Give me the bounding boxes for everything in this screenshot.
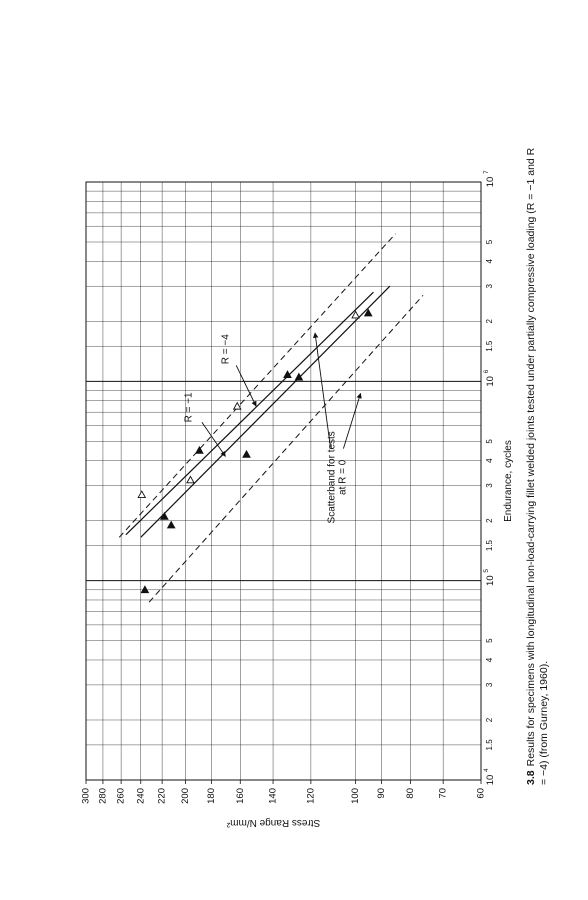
data-point-r-minus-1 bbox=[168, 522, 175, 528]
endurance-decade-label bbox=[483, 569, 496, 586]
endurance-minor-label: 1.5 bbox=[485, 739, 494, 751]
stress-tick-label: 70 bbox=[437, 788, 449, 799]
grid bbox=[86, 182, 481, 784]
figure-caption bbox=[525, 145, 551, 785]
endurance-minor-label: 2 bbox=[485, 717, 494, 723]
plot-frame bbox=[86, 182, 481, 780]
stress-tick-label: 120 bbox=[305, 788, 317, 804]
annotations bbox=[184, 333, 361, 524]
data-point-r-minus-4 bbox=[138, 491, 145, 497]
endurance-minor-label: 2 bbox=[485, 518, 494, 523]
label-scatterband-line: at R = 0 bbox=[337, 459, 349, 495]
endurance-minor-label: 5 bbox=[485, 239, 494, 245]
endurance-minor-label: 1.5 bbox=[485, 340, 494, 352]
x-axis-title: Endurance, cycles bbox=[503, 440, 514, 522]
stress-tick-label: 220 bbox=[156, 788, 168, 804]
stress-tick-label: 160 bbox=[234, 788, 246, 804]
endurance-decade-label bbox=[483, 170, 496, 187]
label-r-minus-4-text: R = −4 bbox=[220, 334, 232, 365]
stress-tick-label: 200 bbox=[180, 788, 192, 804]
endurance-minor-label: 1.5 bbox=[485, 540, 494, 552]
stress-tick-label: 100 bbox=[350, 788, 362, 804]
endurance-minor-label: 3 bbox=[485, 483, 494, 488]
stress-tick-label: 280 bbox=[97, 788, 109, 804]
data-point-r-minus-1 bbox=[141, 586, 148, 592]
label-scatterband-arrow bbox=[343, 393, 360, 448]
stress-tick-label: 80 bbox=[404, 788, 416, 799]
stress-tick-label: 240 bbox=[135, 788, 147, 804]
endurance-decade-base: 10 bbox=[485, 176, 496, 188]
endurance-decade-base: 10 bbox=[485, 376, 496, 387]
endurance-minor-label: 3 bbox=[485, 284, 494, 289]
label-r-minus-4-arrow bbox=[236, 365, 256, 406]
label-r-minus-1-arrow bbox=[202, 422, 225, 456]
endurance-minor-label: 3 bbox=[485, 682, 494, 688]
fit-lines bbox=[119, 234, 423, 602]
data-point-r-minus-1 bbox=[243, 451, 250, 457]
caption-number: 3.8 bbox=[525, 770, 537, 785]
label-r-minus-1 bbox=[184, 392, 195, 422]
endurance-minor-label: 5 bbox=[485, 439, 494, 444]
label-r-minus-1-text: R = −1 bbox=[183, 392, 195, 423]
label-scatterband-line: Scatterband for tests bbox=[326, 431, 338, 524]
endurance-decade-exponent: 6 bbox=[483, 369, 490, 374]
stress-tick-label: 300 bbox=[80, 788, 92, 804]
data-point-r-minus-4 bbox=[234, 403, 241, 409]
endurance-decade-base: 10 bbox=[485, 575, 496, 586]
mean-r-minus-1 bbox=[141, 286, 390, 537]
y-axis-title: Stress Range N/mm² bbox=[226, 817, 321, 828]
endurance-decade-label bbox=[483, 369, 496, 386]
endurance-minor-label: 4 bbox=[485, 458, 494, 463]
endurance-decade-exponent: 4 bbox=[483, 768, 490, 772]
data-point-r-minus-1 bbox=[196, 447, 203, 453]
stress-tick-label: 90 bbox=[376, 788, 388, 799]
scatterband-upper bbox=[119, 234, 395, 538]
stress-tick-label: 180 bbox=[205, 788, 217, 804]
stress-tick-label: 260 bbox=[115, 788, 127, 804]
endurance-decade-exponent: 5 bbox=[483, 569, 490, 573]
endurance-minor-label: 2 bbox=[485, 319, 494, 324]
endurance-minor-label: 5 bbox=[485, 638, 494, 643]
scatterband-lower bbox=[149, 295, 423, 602]
stress-tick-label: 140 bbox=[267, 788, 279, 804]
data-point-r-minus-4 bbox=[187, 476, 194, 482]
endurance-minor-label: 4 bbox=[485, 259, 494, 264]
tick-labels bbox=[81, 170, 514, 828]
caption-text: Results for specimens with longitudinal non-load-carrying fillet welded joints tested under partially compressive loading (R = −1 and R = −4) (from Gurney, 1960). bbox=[525, 147, 550, 785]
label-r-minus-4 bbox=[220, 334, 231, 364]
endurance-decade-label bbox=[483, 768, 496, 785]
endurance-decade-exponent: 7 bbox=[483, 170, 490, 174]
endurance-decade-base: 10 bbox=[485, 774, 496, 786]
stress-tick-label: 60 bbox=[475, 788, 487, 799]
endurance-minor-label: 4 bbox=[485, 657, 494, 663]
